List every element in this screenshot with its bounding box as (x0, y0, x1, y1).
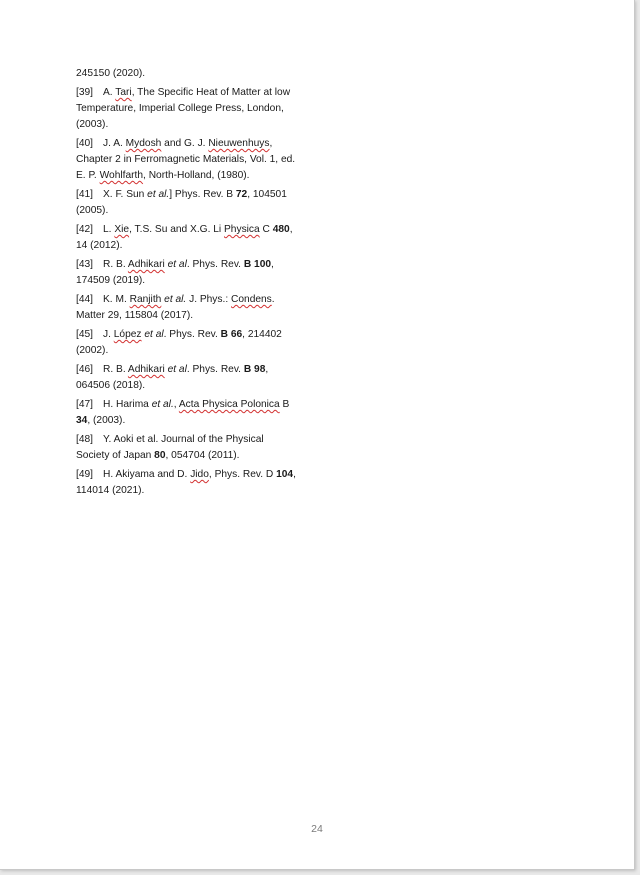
reference-continued: 245150 (2020). (76, 68, 146, 79)
reference-number: [47] (76, 399, 93, 410)
reference-41: [41] X. F. Sun et al.] Phys. Rev. B 72, 104501 (2005). (76, 189, 287, 216)
reference-number: [40] (76, 138, 93, 149)
reference-43: [43] R. B. Adhikari et al. Phys. Rev. B 100, 174509 (2019). (76, 259, 274, 286)
spellcheck-word[interactable]: López (113, 329, 142, 340)
spellcheck-word[interactable]: Xie (114, 224, 130, 235)
spellcheck-word[interactable]: Adhikari (127, 364, 165, 375)
reference-number: [48] (76, 434, 93, 445)
reference-list (76, 66, 298, 502)
spellcheck-word[interactable]: Physica (224, 224, 260, 235)
spellcheck-word[interactable]: Condens (231, 294, 272, 305)
spellcheck-word[interactable]: Nieuwenhuys (208, 138, 270, 149)
reference-44: [44] K. M. Ranjith et al. J. Phys.: Condens. Matter 29, 115804 (2017). (76, 294, 275, 321)
spellcheck-word[interactable]: Adhikari (127, 259, 165, 270)
reference-number: [39] (76, 87, 93, 98)
reference-45: [45] J. López et al. Phys. Rev. B 66, 214402 (2002). (76, 329, 282, 356)
reference-42: [42] L. Xie, T.S. Su and X.G. Li Physica C 480, 14 (2012). (76, 224, 293, 251)
reference-40: [40] J. A. Mydosh and G. J. Nieuwenhuys, Chapter 2 in Ferromagnetic Materials, Vol. 1, ed. E. P. Wohlfarth, North-Holland, (1980). (76, 138, 296, 181)
spellcheck-word[interactable]: Acta Physica Polonica (178, 399, 280, 410)
reference-47: [47] H. Harima et al., Acta Physica Polonica B 34, (2003). (76, 399, 290, 426)
reference-number: [45] (76, 329, 93, 340)
reference-46: [46] R. B. Adhikari et al. Phys. Rev. B 98, 064506 (2018). (76, 364, 269, 391)
reference-number: [41] (76, 189, 93, 200)
reference-39: [39] A. Tari, The Specific Heat of Matter at low Temperature, Imperial College Press, London, (2003). (76, 87, 291, 130)
spellcheck-word[interactable]: Wohlfarth (99, 170, 144, 181)
reference-number: [46] (76, 364, 93, 375)
reference-number: [42] (76, 224, 93, 235)
spellcheck-word[interactable]: Jido (190, 469, 209, 480)
reference-number: [49] (76, 469, 93, 480)
spellcheck-word[interactable]: Ranjith (129, 294, 162, 305)
reference-49: [49] H. Akiyama and D. Jido, Phys. Rev. D 104, 114014 (2021). (76, 469, 296, 496)
spellcheck-word[interactable]: Tari (115, 87, 132, 98)
spellcheck-word[interactable]: Mydosh (125, 138, 162, 149)
page-number: 24 (311, 823, 323, 835)
reference-number: [43] (76, 259, 93, 270)
reference-number: [44] (76, 294, 93, 305)
reference-48: [48] Y. Aoki et al. Journal of the Physical Society of Japan 80, 054704 (2011). (76, 434, 264, 461)
